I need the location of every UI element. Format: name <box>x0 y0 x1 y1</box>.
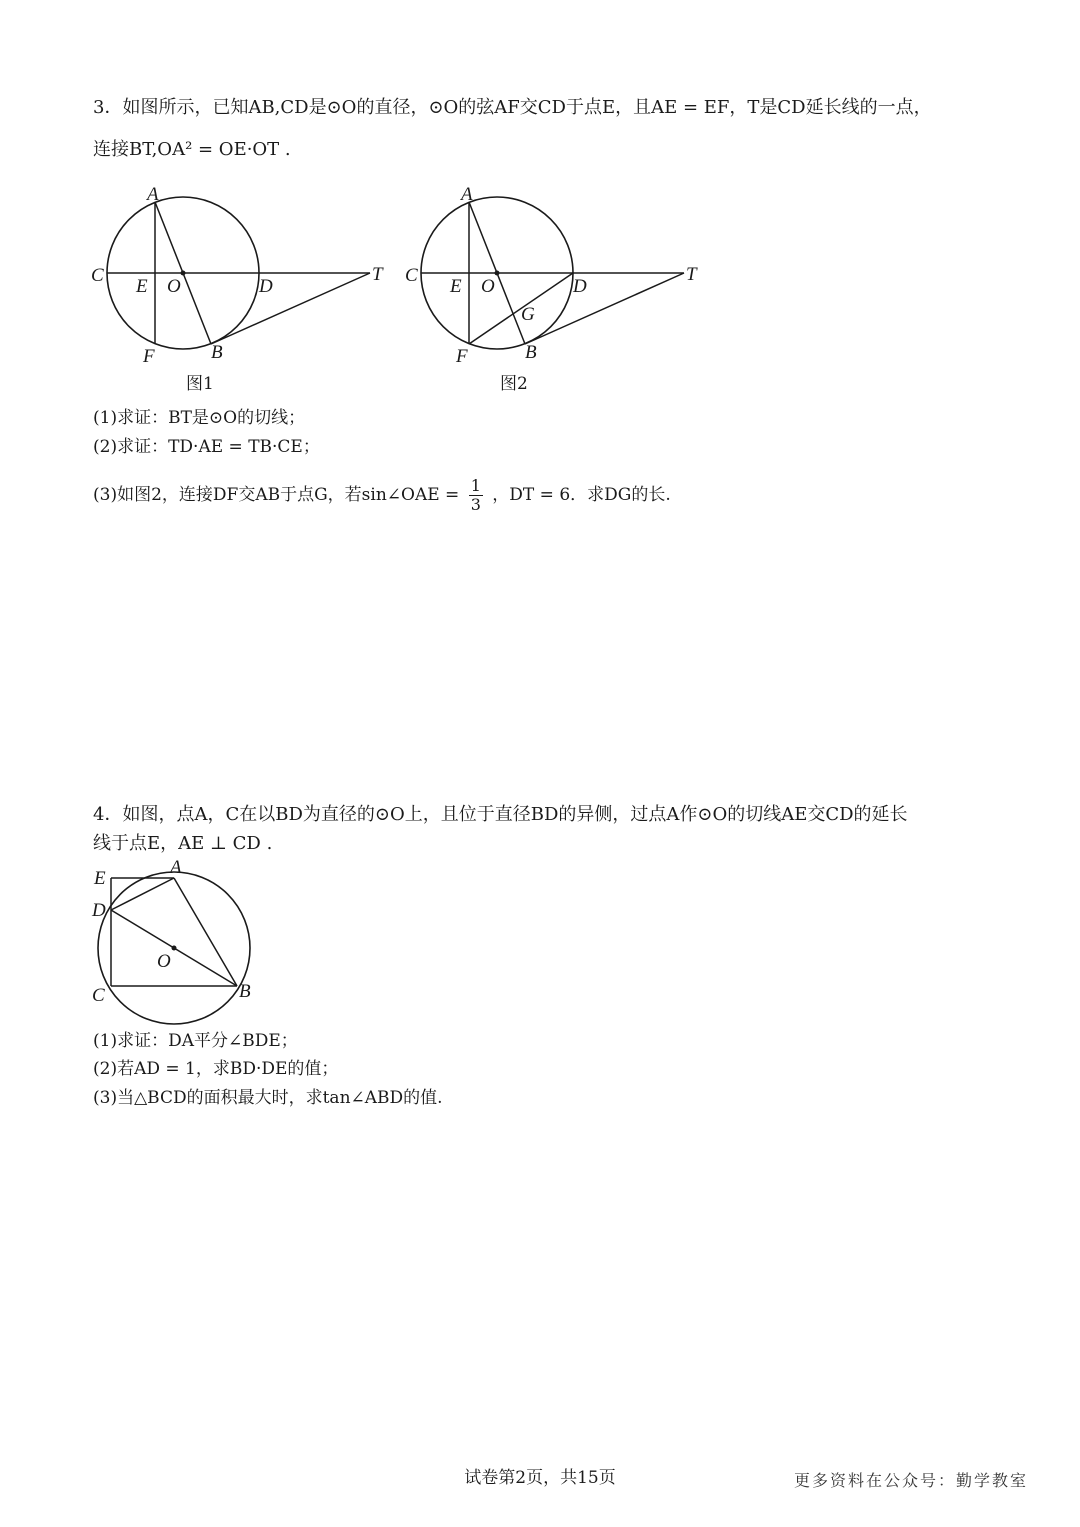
fig4-center-dot <box>172 946 177 951</box>
watermark-text: 更多资料在公众号：勤学教室 <box>793 1471 1028 1490</box>
fig1-label-e: E <box>136 276 148 297</box>
problem3-q3-after: ，DT = 6．求DG的长. <box>492 485 671 505</box>
fig2-label-b: B <box>525 342 537 363</box>
fig1-label-t: T <box>372 264 383 285</box>
problem3-stem-line1: 3．如图所示，已知AB,CD是⊙O的直径，⊙O的弦AF交CD于点E，且AE = EF，T是CD延长线的一点， <box>93 97 932 118</box>
fig4-label-e: E <box>94 868 106 889</box>
fig1-center-dot <box>181 271 186 276</box>
fig4-label-c: C <box>92 985 105 1006</box>
problem3-q2: (2)求证：TD·AE = TB·CE； <box>93 437 320 457</box>
fig1-label-d: D <box>259 276 273 297</box>
fig2-label-c: C <box>405 265 418 286</box>
fig2-label-f: F <box>456 346 468 367</box>
problem4-q1: (1)求证：DA平分∠BDE； <box>93 1031 298 1051</box>
fig1-line-bt <box>211 273 370 344</box>
problem3-q1: (1)求证：BT是⊙O的切线； <box>93 408 306 428</box>
problem3-q3 <box>93 477 671 514</box>
fig1-label-b: B <box>211 342 223 363</box>
fig2-line-bt <box>525 273 684 344</box>
fig2-label-a: A <box>461 184 473 205</box>
problem4-q3: (3)当△BCD的面积最大时，求tan∠ABD的值. <box>93 1088 443 1108</box>
fig1-caption: 图1 <box>186 374 214 394</box>
problem4-stem-line2: 线于点E，AE ⊥ CD . <box>93 833 273 854</box>
fig2-caption: 图2 <box>500 374 528 394</box>
fig1-label-a: A <box>147 184 159 205</box>
fig2-label-o: O <box>481 276 495 297</box>
fig2-label-t: T <box>686 264 697 285</box>
fig1-label-c: C <box>91 265 104 286</box>
problem3-q3-before: (3)如图2，连接DF交AB于点G，若sin∠OAE = <box>93 485 460 505</box>
fraction-denominator: 3 <box>470 495 481 514</box>
fig1-label-f: F <box>143 346 155 367</box>
problem3-figure2 <box>402 182 702 392</box>
fig1-label-o: O <box>167 276 181 297</box>
fraction-numerator: 1 <box>470 476 481 495</box>
fig4-label-b: B <box>239 981 251 1002</box>
fig2-label-e: E <box>450 276 462 297</box>
fig4-label-a: A <box>170 857 182 878</box>
problem4-figure <box>88 858 268 1008</box>
fig2-label-g: G <box>521 304 535 325</box>
problem3-q3-fraction <box>469 477 483 514</box>
fig4-label-o: O <box>157 951 171 972</box>
problem4-q2: (2)若AD = 1，求BD·DE的值； <box>93 1059 339 1079</box>
problem3-stem-line2: 连接BT,OA² = OE·OT . <box>93 139 291 160</box>
fig2-center-dot <box>495 271 500 276</box>
fig4-label-d: D <box>92 900 106 921</box>
page-footer: 试卷第2页，共15页 <box>464 1468 616 1488</box>
problem4-stem-line1: 4．如图，点A，C在以BD为直径的⊙O上，且位于直径BD的异侧，过点A作⊙O的切线AE交CD的延长 <box>93 804 908 825</box>
fig2-label-d: D <box>573 276 587 297</box>
problem3-figure1 <box>88 182 388 392</box>
